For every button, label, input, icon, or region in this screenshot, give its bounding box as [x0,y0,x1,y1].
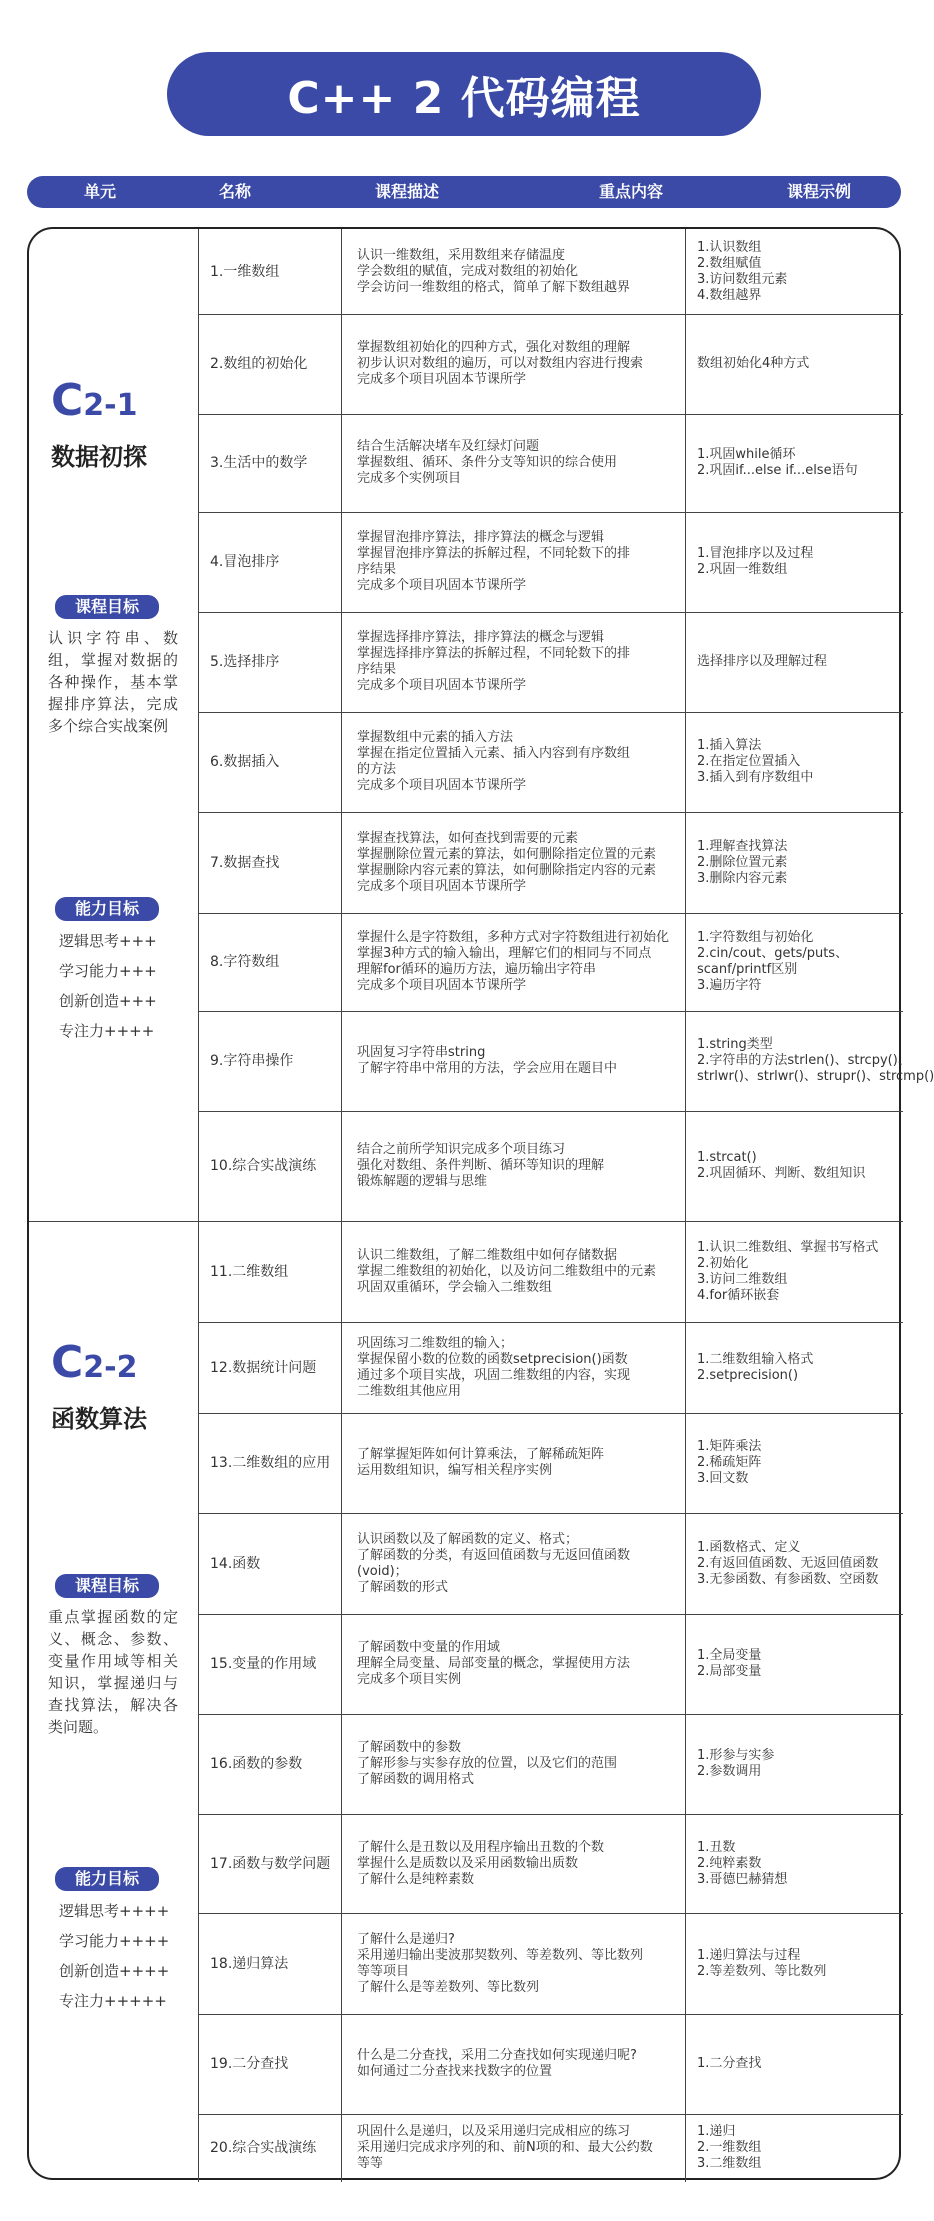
lesson-description [341,1814,685,1913]
example-line: 选择排序以及理解过程 [697,654,828,669]
example-line: 2.字符串的方法strlen()、strcpy()、 [697,1053,911,1068]
description-line: 完成多个项目巩固本节课所学 [357,978,527,993]
ability-list [59,926,157,1046]
description-line: 完成多个项目巩固本节课所学 [357,578,527,593]
description-line: 掌握查找算法，如何查找到需要的元素 [357,830,579,846]
ability-goal-badge: 能力目标 [55,1867,159,1891]
example-line: 1.插入算法 [697,738,762,753]
course-table [27,227,934,2180]
ability-item: 逻辑思考++++ [59,1902,170,1920]
lesson-description [341,1714,685,1814]
description-line: 了解函数的调用格式 [357,1772,475,1787]
example-line: 2.巩固循环、判断、数组知识 [697,1166,866,1181]
lesson-description [341,314,685,414]
lesson-name: 14.函数 [210,1555,261,1572]
lesson-name: 17.函数与数学问题 [210,1855,331,1872]
description-line: 完成多个项目巩固本节课所学 [357,778,527,793]
page-title: C++ 2 代码编程 [167,52,761,136]
lesson-name: 9.字符串操作 [210,1053,294,1069]
description-line: 了解函数中的参数 [357,1740,462,1755]
example-line: 2.在指定位置插入 [697,754,801,769]
example-line: 数组初始化4种方式 [697,356,810,371]
lesson-examples [685,1413,903,1513]
example-line: 3.无参函数、有参函数、空函数 [697,1571,879,1587]
description-line: 初步认识对数组的遍历，可以对数组内容进行搜索 [357,356,644,371]
lesson-examples [685,1913,903,2014]
lesson-name: 5.选择排序 [210,654,280,670]
lesson-name: 16.函数的参数 [210,1756,303,1772]
description-line: 理解for循环的遍历方法，遍历输出字符串 [357,962,596,977]
unit-code: C2-1 [51,375,138,426]
ability-item: 创新创造+++ [59,992,157,1010]
lesson-name: 4.冒泡排序 [210,554,280,570]
description-line: 学会访问一维数组的格式，简单了解下数组越界 [357,279,631,295]
ability-item: 学习能力+++ [59,962,157,980]
lesson-description [341,812,685,913]
description-line: 完成多个项目巩固本节课所学 [357,878,527,894]
description-line: 理解全局变量、局部变量的概念，掌握使用方法 [357,1656,631,1671]
description-line: 的方法 [357,762,397,777]
header-examples: 课程示例 [786,182,852,201]
description-line: 如何通过二分查找来找数字的位置 [357,2064,553,2079]
description-line: 序结果 [357,562,397,577]
description-line: 了解函数中变量的作用域 [357,1640,501,1655]
lesson-name: 8.字符数组 [210,954,280,970]
example-line: 2.巩固if...else if...else语句 [697,463,858,478]
example-line: 3.哥德巴赫猜想 [697,1871,788,1887]
lesson-description [341,712,685,812]
example-line: 1.巩固while循环 [697,447,796,462]
description-line: 结合之前所学知识完成多个项目练习 [357,1142,566,1157]
lesson-examples [685,1513,903,1614]
description-line: 了解什么是等差数列、等比数列 [357,1979,540,1995]
lesson-examples [685,1714,903,1814]
lesson-name: 2.数组的初始化 [210,356,308,372]
example-line: 1.二维数组输入格式 [697,1351,814,1367]
lesson-description [341,1221,685,1322]
ability-item: 逻辑思考+++ [59,932,157,950]
lesson-description [341,414,685,512]
description-line: 什么是二分查找，采用二分查找如何实现递归呢? [357,2048,637,2063]
example-line: 2.纯粹素数 [697,1855,762,1871]
description-line: 了解什么是纯粹素数 [357,1871,475,1887]
lesson-description [341,1913,685,2014]
lesson-examples [685,229,903,314]
ability-item: 创新创造++++ [59,1962,170,1980]
course-goal-text: 重点掌握函数的定义、概念、参数、变量作用域等相关知识，掌握递归与查找算法，解决各类问题。 [48,1608,178,1736]
ability-list [59,1896,169,2016]
lesson-examples [685,314,903,414]
ability-item: 专注力++++ [59,1022,155,1040]
example-line: 1.函数格式、定义 [697,1539,801,1555]
example-line: 1.全局变量 [697,1648,762,1663]
description-line: 掌握保留小数的位数的函数setprecision()函数 [357,1351,628,1367]
example-line: 2.数组赋值 [697,255,762,271]
lesson-examples [685,1011,934,1111]
description-line: 了解函数的形式 [357,1579,449,1595]
ability-goal-badge: 能力目标 [55,897,159,921]
example-line: 3.访问数组元素 [697,271,788,287]
description-line: 掌握数组中元素的插入方法 [357,730,514,745]
lesson-examples [685,2114,903,2182]
example-line: 2.局部变量 [697,1664,762,1679]
description-line: 采用递归输出斐波那契数列、等差数列、等比数列 [357,1947,644,1963]
description-line: 了解函数的分类，有返回值函数与无返回值函数 [357,1547,631,1563]
description-line: 了解什么是递归? [357,1931,455,1947]
lesson-description [341,2014,685,2114]
example-line: 1.字符数组与初始化 [697,930,814,945]
example-line: 3.删除内容元素 [697,870,788,886]
description-line: 了解掌握矩阵如何计算乘法，了解稀疏矩阵 [357,1447,605,1462]
example-line: 2.稀疏矩阵 [697,1455,762,1470]
lesson-name: 13.二维数组的应用 [210,1455,331,1471]
lesson-description [341,1513,685,1614]
lesson-name: 19.二分查找 [210,2056,289,2072]
description-line: 掌握数组、循环、条件分支等知识的综合使用 [357,455,618,470]
course-goal-text: 认识字符串、数组，掌握对数据的各种操作，基本掌握排序算法，完成多个综合实战案例 [48,629,178,735]
lesson-description [341,612,685,712]
lesson-examples [685,414,903,512]
description-line: 锻炼解题的逻辑与思维 [357,1174,488,1189]
example-line: 3.遍历字符 [697,978,762,993]
description-line: 掌握删除位置元素的算法，如何删除指定位置的元素 [357,846,657,862]
example-line: 1.丑数 [697,1839,736,1855]
header-unit: 单元 [83,182,117,201]
lesson-name: 20.综合实战演练 [210,2140,317,2156]
description-line: 通过多个项目实战，巩固二维数组的内容，实现 [357,1367,631,1383]
description-line: 掌握选择排序算法的拆解过程，不同轮数下的排 [357,646,631,661]
description-line: 完成多个项目巩固本节课所学 [357,372,527,387]
table-header [27,176,901,208]
description-line: 序结果 [357,662,397,677]
example-line: 2.等差数列、等比数列 [697,1963,827,1979]
description-line: 掌握二维数组的初始化，以及访问二维数组中的元素 [357,1263,657,1279]
lesson-name: 1.一维数组 [210,263,280,280]
description-line: 巩固双重循环，学会输入二维数组 [357,1279,553,1295]
lesson-name: 11.二维数组 [210,1263,289,1280]
example-line: 1.递归算法与过程 [697,1947,801,1963]
unit-code: C2-2 [51,1337,138,1388]
header-key-content: 重点内容 [598,182,664,201]
description-line: 掌握3种方式的输入输出，理解它们的相同与不同点 [357,946,652,961]
example-line: 1.冒泡排序以及过程 [697,546,814,561]
ability-item: 专注力+++++ [59,1992,167,2010]
lesson-examples [685,1221,903,1322]
description-line: 掌握在指定位置插入元素、插入内容到有序数组 [357,746,631,761]
lesson-examples [685,1614,903,1714]
example-line: 2.有返回值函数、无返回值函数 [697,1555,879,1571]
lesson-name: 7.数据查找 [210,854,280,871]
lesson-examples [685,2014,903,2114]
example-line: 2.参数调用 [697,1764,762,1779]
lesson-description [341,1614,685,1714]
example-line: 1.理解查找算法 [697,838,788,854]
description-line: 了解什么是丑数以及用程序输出丑数的个数 [357,1839,605,1855]
lesson-examples [685,1322,903,1413]
description-line: 强化对数组、条件判断、循环等知识的理解 [357,1158,605,1173]
lesson-description [341,1322,685,1413]
example-line: 1.二分查找 [697,2056,762,2071]
example-line: 1.strcat() [697,1150,757,1165]
example-line: 1.string类型 [697,1037,773,1052]
description-line: (void)； [357,1563,408,1579]
description-line: 认识一维数组，采用数组来存储温度 [357,247,566,263]
unit-name: 数据初探 [51,443,147,471]
description-line: 掌握删除内容元素的算法，如何删除指定内容的元素 [357,862,657,878]
description-line: 采用递归完成求序列的和、前N项的和、最大公约数 [357,2140,653,2155]
example-line: 1.认识二维数组、掌握书写格式 [697,1239,879,1255]
lesson-examples [685,812,903,913]
lesson-name: 6.数据插入 [210,754,280,770]
example-line: 2.setprecision() [697,1367,799,1383]
header-description: 课程描述 [374,182,440,201]
example-line: 2.巩固一维数组 [697,562,788,577]
lesson-description [341,1111,685,1221]
description-line: 完成多个项目巩固本节课所学 [357,678,527,693]
example-line: 1.递归 [697,2124,736,2139]
description-line: 掌握数组初始化的四种方式，强化对数组的理解 [357,340,631,355]
lesson-examples [685,1814,903,1913]
lesson-name: 18.递归算法 [210,1955,289,1972]
description-line: 巩固复习字符串string [357,1045,486,1060]
description-line: 掌握什么是字符数组，多种方式对字符数组进行初始化 [357,930,670,945]
header-name: 名称 [218,182,252,201]
ability-item: 学习能力++++ [59,1932,170,1950]
example-line: 2.删除位置元素 [697,854,788,870]
example-line: 2.一维数组 [697,2140,762,2155]
unit-name: 函数算法 [51,1405,147,1433]
example-line: 3.访问二维数组 [697,1271,788,1287]
lesson-description [341,2114,685,2182]
example-line: strlwr()、strlwr()、strupr()、strcmp() [697,1069,934,1084]
description-line: 学会数组的赋值，完成对数组的初始化 [357,263,579,279]
example-line: 2.初始化 [697,1255,749,1271]
description-line: 掌握冒泡排序算法，排序算法的概念与逻辑 [357,530,605,545]
course-goal-badge: 课程目标 [55,595,159,619]
lesson-name: 3.生活中的数学 [210,455,308,471]
lesson-examples [685,1111,903,1221]
description-line: 巩固练习二维数组的输入； [357,1335,514,1351]
course-goal-badge: 课程目标 [55,1574,159,1598]
lesson-description [341,229,685,314]
description-line: 等等 [357,2156,384,2171]
example-line: 2.cin/cout、gets/puts、 [697,946,849,961]
description-line: 等等项目 [357,1963,410,1979]
description-line: 完成多个项目实例 [357,1672,462,1687]
lesson-examples [685,512,903,612]
description-line: 结合生活解决堵车及红绿灯问题 [357,439,540,454]
example-line: 3.二维数组 [697,2156,762,2171]
example-line: 4.数组越界 [697,287,762,303]
lesson-name: 15.变量的作用域 [210,1656,317,1672]
lesson-examples [685,612,903,712]
description-line: 掌握选择排序算法，排序算法的概念与逻辑 [357,630,605,645]
example-line: 1.认识数组 [697,239,762,255]
lesson-description [341,913,685,1011]
description-line: 运用数组知识，编写相关程序实例 [357,1463,553,1478]
description-line: 二维数组其他应用 [357,1383,462,1399]
example-line: 1.矩阵乘法 [697,1439,762,1454]
description-line: 掌握冒泡排序算法的拆解过程，不同轮数下的排 [357,546,631,561]
lesson-name: 10.综合实战演练 [210,1158,317,1174]
example-line: 3.插入到有序数组中 [697,770,814,785]
lesson-examples [685,712,903,812]
example-line: 1.形参与实参 [697,1748,775,1763]
example-line: 4.for循环嵌套 [697,1287,780,1303]
example-line: 3.回文数 [697,1471,749,1486]
description-line: 认识函数以及了解函数的定义、格式； [357,1531,579,1547]
lesson-description [341,1413,685,1513]
lesson-description [341,1011,685,1111]
example-line: scanf/printf区别 [697,962,798,977]
description-line: 掌握什么是质数以及采用函数输出质数 [357,1855,579,1871]
description-line: 完成多个实例项目 [357,471,462,486]
description-line: 了解字符串中常用的方法，学会应用在题目中 [357,1061,618,1076]
description-line: 巩固什么是递归，以及采用递归完成相应的练习 [357,2124,631,2139]
description-line: 认识二维数组，了解二维数组中如何存储数据 [357,1247,618,1263]
description-line: 了解形参与实参存放的位置，以及它们的范围 [357,1756,618,1771]
lesson-name: 12.数据统计问题 [210,1359,317,1376]
lesson-description [341,512,685,612]
lesson-examples [685,913,903,1011]
